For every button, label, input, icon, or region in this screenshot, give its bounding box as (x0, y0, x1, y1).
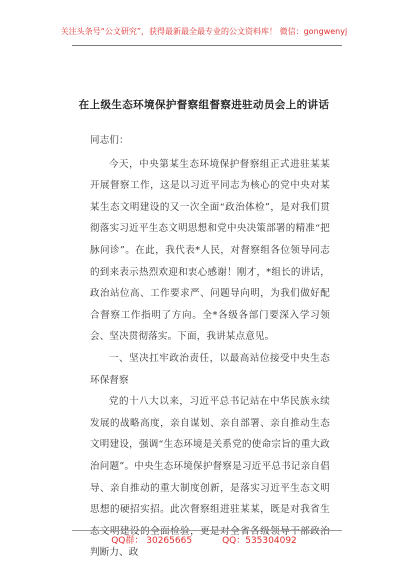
paragraph: 党的十八大以来，习近平总书记站在中华民族永续发展的战略高度，亲自谋划、亲自部署、亲自推动生态文明建设，强调“生态环境是关系党的使命宗旨的重大政治问题”。中央生态环境保护督察是习近平总书记亲自倡导、亲自推动的重大制度创新，是落实习近平生态文明思想的硬招实招。此次督察组进驻某某，既是对我省生态文明建设的全面检验，更是对全省各级领导干部政治判断力、政 (90, 396, 330, 559)
salutation: 同志们： (90, 135, 129, 146)
footer-qq-group: QQ群： 30265665 (111, 536, 193, 546)
footer-qq: QQ：535304092 (222, 536, 297, 546)
header-divider (72, 45, 342, 46)
header-banner: 关注头条号“公文研究”，获得最新最全最专业的公文资料库！ 微信：gongwenyj (60, 27, 348, 36)
paragraph: 今天，中央第某生态环境保护督察组正式进驻某某开展督察工作，这是以习近平同志为核心的党中央对某某生态文明建设的又一次全面“政治体检”，是对我们贯彻落实习近平生态文明思想和党中央决策部署的精准“把脉问诊”。在此，我代表*人民，对督察组各位领导同志的到来表示热烈欢迎和衷心感谢！刚才，*组长的讲话，政治站位高、工作要求严、问题导向明，为我们做好配合督察工作指明了方向。全*各级各部门要深入学习领会、坚决贯彻落实。下面，我讲某点意见。 (90, 158, 330, 343)
footer (0, 533, 408, 546)
footer-divider (72, 530, 342, 531)
section-heading: 一、坚决扛牢政治责任，以最高站位接受中央生态环保督察 (90, 352, 330, 386)
document-body (90, 130, 330, 564)
document-title: 在上级生态环境保护督察组督察进驻动员会上的讲话 (78, 99, 330, 111)
